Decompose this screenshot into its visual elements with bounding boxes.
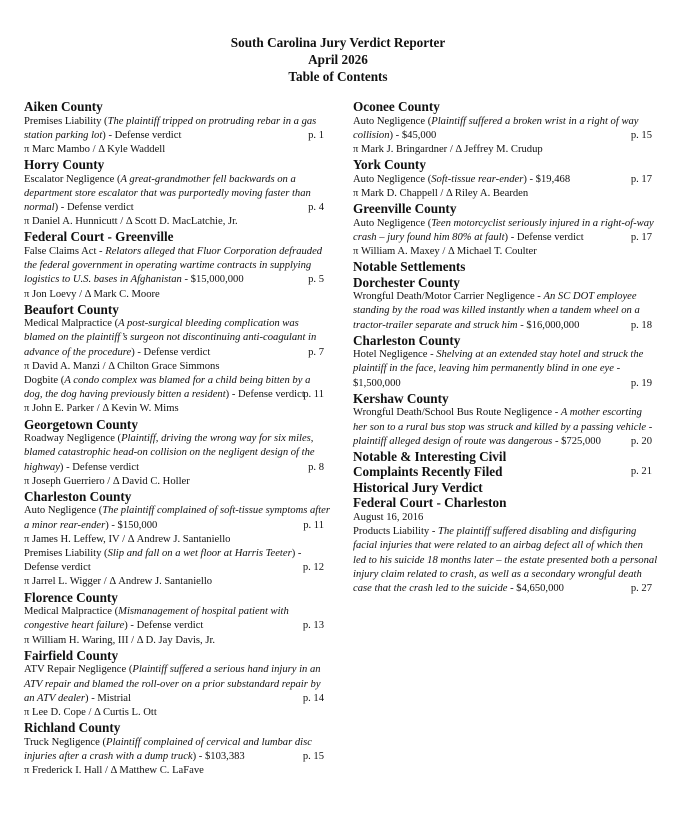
page-number: p. 19	[630, 377, 652, 389]
section-heading-text: Federal Court - Greenville	[24, 229, 174, 245]
section-heading-text: Richland County	[24, 720, 121, 736]
case-type: ATV Repair Negligence (	[24, 664, 133, 676]
section-heading	[353, 495, 658, 511]
toc-entry	[353, 290, 658, 333]
section-heading	[24, 648, 330, 664]
case-type: Medical Malpractice (	[24, 318, 119, 330]
section-heading	[353, 275, 658, 291]
toc-entry	[353, 348, 658, 391]
page-number: p. 4	[308, 202, 324, 214]
case-description: Plaintiff complained of cervical and lumbar disc injuries after a crash with a dump truck	[24, 736, 312, 762]
case-result: ) - $150,000	[105, 519, 158, 531]
case-result: ) - Defense verdict	[124, 620, 204, 632]
case-description: Plaintiff, driving the wrong way for six miles, blamed catastrophic head-on collision on the negligent design of the highway	[24, 433, 315, 473]
attorneys: π Jarrel L. Wigger / Δ Andrew J. Santaniello	[24, 576, 213, 588]
case-result: ) - Defense verdict	[59, 461, 140, 473]
page-number: p. 13	[302, 620, 324, 632]
report-title: South Carolina Jury Verdict Reporter	[230, 35, 446, 50]
report-date: April 2026	[308, 52, 368, 67]
case-description: A great-grandmother fell backwards on a department store escalator that was purportedly moving faster than normal	[24, 173, 311, 214]
case-result: ) - Defense verdict	[225, 389, 305, 401]
case-description: Teen motorcyclist seriously injured in a right-of-way crash – jury found him 80% at fault	[353, 217, 654, 243]
attorneys: π David A. Manzi / Δ Chilton Grace Simmons	[24, 360, 220, 372]
page-number: p. 14	[302, 692, 324, 704]
section-heading	[24, 229, 330, 245]
attorneys: π Mark D. Chappell / Δ Riley A. Bearden	[353, 187, 529, 199]
section-heading	[353, 259, 658, 275]
case-description: A post-surgical bleeding complication was blamed on the plaintiff’s surgeon not discontinuing anti-coagulant in advance of the procedure	[24, 318, 317, 358]
case-description: Mismanagement of hospital patient with congestive heart failure	[24, 606, 289, 632]
toc-entry	[24, 432, 330, 475]
section-heading	[24, 489, 330, 505]
section-heading-text: Complaints Recently Filed	[353, 464, 503, 480]
case-result: ) - Mistrial	[85, 692, 131, 704]
case-type: Medical Malpractice (	[24, 606, 119, 618]
toc-entry	[24, 115, 330, 143]
attorneys: π Frederick I. Hall / Δ Matthew C. LaFave	[24, 765, 204, 777]
toc-entry	[24, 245, 330, 288]
case-description: The plaintiff complained of soft-tissue symptoms after a minor rear-ender	[24, 505, 331, 531]
case-description: The plaintiff tripped on protruding rebar in a gas station parking lot	[24, 115, 317, 141]
section-heading	[353, 333, 658, 349]
section-heading-text: Florence County	[24, 589, 118, 605]
page-number: p. 27	[630, 582, 652, 594]
case-result: - $15,000,000	[181, 274, 244, 286]
page-number: p. 21	[630, 466, 652, 478]
report-header	[0, 34, 676, 85]
case-result: - $4,650,000	[507, 582, 564, 594]
section-heading-text: Kershaw County	[353, 390, 449, 406]
case-type: Dogbite (	[24, 375, 65, 387]
page-number: p. 8	[308, 461, 324, 473]
section-heading-text: Notable Settlements	[353, 259, 466, 275]
page-number: p. 15	[630, 129, 652, 141]
toc-entry	[353, 525, 658, 596]
case-result: ) - $103,383	[192, 750, 245, 762]
case-result: ) - Defense verdict	[102, 129, 182, 141]
case-description: The plaintiff suffered disabling and disfiguring facial injuries that were related to an airbag defect all of which then led to his suicide 18 months later – the estate presented both a personal injury claim related to crash, as well as a secondary wrongful death case that the crash led to the suicide	[353, 526, 658, 594]
section-heading	[24, 99, 330, 115]
page-number: p. 18	[630, 319, 652, 331]
section-heading-text: Horry County	[24, 157, 105, 173]
case-type: Roadway Negligence (	[24, 433, 122, 445]
section-heading	[353, 201, 658, 217]
section-heading	[24, 720, 330, 736]
section-heading	[353, 157, 658, 173]
toc-entry	[24, 173, 330, 216]
toc-entry	[24, 663, 330, 706]
case-result: ) - Defense verdict	[54, 202, 134, 214]
section-heading	[353, 99, 658, 115]
section-heading	[24, 302, 330, 318]
case-description: Shelving at an extended stay hotel and struck the plaintiff in the face, leaving him permanently blind in one eye	[353, 349, 644, 375]
case-type: Auto Negligence (	[353, 115, 432, 127]
case-description: Plaintiff suffered a broken wrist in a right of way collision	[353, 115, 639, 141]
section-heading-text: Oconee County	[353, 99, 440, 114]
toc-entry	[24, 736, 330, 764]
case-type: Products Liability -	[353, 526, 439, 538]
page-number: p. 5	[308, 274, 324, 286]
section-heading-text: Historical Jury Verdict	[353, 479, 483, 495]
section-heading-text: Charleston County	[24, 488, 132, 504]
case-type: Auto Negligence (	[24, 505, 103, 517]
attorneys: π William H. Waring, III / Δ D. Jay Davis, Jr.	[24, 634, 216, 646]
attorneys: π Joseph Guerriero / Δ David C. Holler	[24, 475, 190, 487]
case-description: Slip and fall on a wet floor at Harris Teeter	[107, 548, 292, 560]
case-type: False Claims Act -	[24, 245, 106, 257]
case-result: ) - $19,468	[523, 173, 571, 185]
page-number: p. 11	[303, 389, 324, 401]
page-number: p. 12	[302, 562, 324, 574]
attorneys: π Mark J. Bringardner / Δ Jeffrey M. Crudup	[353, 143, 543, 155]
case-description: Soft-tissue rear-ender	[431, 173, 524, 185]
section-heading	[353, 391, 658, 407]
section-heading-text: Dorchester County	[353, 274, 460, 290]
case-result: - $725,000	[552, 435, 601, 447]
attorneys: π John E. Parker / Δ Kevin W. Mims	[24, 403, 179, 415]
case-type: Auto Negligence (	[353, 217, 432, 229]
section-heading	[353, 464, 658, 480]
attorneys: π William A. Maxey / Δ Michael T. Coulter	[353, 245, 537, 257]
section-heading	[353, 480, 658, 496]
toc-entry	[353, 406, 658, 449]
page-number: p. 11	[303, 519, 324, 531]
toc-entry	[24, 605, 330, 633]
attorneys: π Daniel A. Hunnicutt / Δ Scott D. MacLatchie, Jr.	[24, 216, 238, 228]
case-result: - $16,000,000	[517, 319, 580, 331]
toc-entry	[24, 504, 330, 532]
case-description: Relators alleged that Fluor Corporation defrauded the federal government in operating wartime contracts in supplying logistics to U.S. bases in Afghanistan	[24, 245, 323, 286]
case-type: Premises Liability (	[24, 115, 108, 127]
case-result: - $1,500,000	[353, 363, 621, 389]
section-heading	[24, 590, 330, 606]
section-heading-text: Charleston County	[353, 332, 461, 348]
toc-entry	[24, 374, 330, 402]
section-heading-text: Notable & Interesting Civil	[353, 448, 507, 464]
case-result: ) - Defense verdict	[504, 231, 584, 243]
case-result: ) - $45,000	[389, 129, 437, 141]
case-type: Escalator Negligence (	[24, 173, 121, 185]
attorneys: π Marc Mambo / Δ Kyle Waddell	[24, 143, 166, 155]
page-number: p. 17	[630, 231, 652, 243]
toc-entry	[24, 317, 330, 360]
section-heading-text: Federal Court - Charleston	[353, 495, 507, 511]
case-type: Hotel Negligence -	[353, 349, 437, 361]
case-result: ) - Defense verdict	[24, 548, 302, 574]
page-number: p. 20	[630, 435, 652, 447]
toc-entry	[353, 115, 658, 143]
attorneys: π Jon Loevy / Δ Mark C. Moore	[24, 288, 160, 300]
case-description: An SC DOT employee standing by the road was killed instantly when a tandem wheel on a tractor-trailer separate and struck him	[353, 291, 640, 331]
case-type: Truck Negligence (	[24, 736, 106, 748]
section-heading-text: Greenville County	[353, 201, 457, 217]
section-heading-text: Georgetown County	[24, 416, 138, 432]
section-heading	[24, 157, 330, 173]
case-description: A mother escorting her son to a rural bus stop was struck and killed by a passing vehicle - plaintiff alleged design of route was dangerous	[353, 407, 653, 447]
page-number: p. 15	[302, 750, 324, 762]
section-heading-text: Aiken County	[24, 99, 103, 114]
case-type: Auto Negligence (	[353, 173, 432, 185]
section-heading	[353, 449, 658, 465]
verdict-date: August 16, 2016	[353, 511, 424, 523]
section-heading-text: Beaufort County	[24, 301, 119, 317]
case-type: Wrongful Death/School Bus Route Negligence -	[353, 407, 561, 419]
section-heading-text: York County	[353, 157, 426, 173]
attorneys: π James H. Leffew, IV / Δ Andrew J. Santaniello	[24, 533, 231, 545]
case-description: Plaintiff suffered a serious hand injury in an ATV repair and blamed the roll-over on a prior substandard repair by an ATV dealer	[24, 664, 321, 704]
page-number: p. 1	[308, 129, 324, 141]
right-column	[353, 99, 658, 596]
toc-entry	[24, 547, 330, 575]
toc-entry	[353, 173, 658, 187]
case-result: ) - Defense verdict	[131, 346, 211, 358]
toc-entry	[353, 217, 658, 245]
case-type: Wrongful Death/Motor Carrier Negligence -	[353, 291, 544, 303]
toc-title: Table of Contents	[288, 69, 388, 84]
left-column	[24, 99, 330, 778]
section-heading	[24, 417, 330, 433]
page-number: p. 7	[308, 346, 324, 358]
section-heading-text: Fairfield County	[24, 647, 119, 663]
attorneys: π Lee D. Cope / Δ Curtis L. Ott	[24, 706, 157, 718]
page-number: p. 17	[630, 173, 652, 185]
case-description: A condo complex was blamed for a child being bitten by a dog, the dog having previously bitten a resident	[24, 375, 311, 401]
case-type: Premises Liability (	[24, 548, 108, 560]
